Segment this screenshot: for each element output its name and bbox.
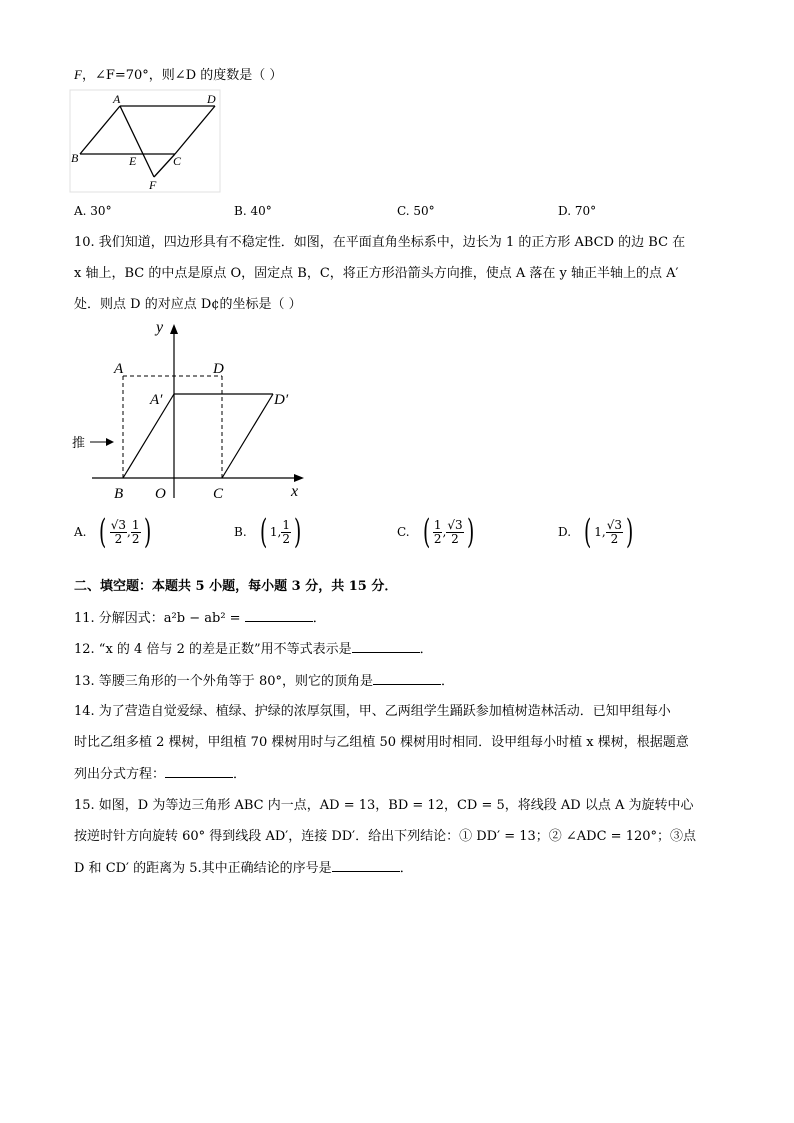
q9-tail (74, 66, 282, 85)
q10-option-c-y-den: 2 (451, 531, 459, 546)
q10-line-ba1 (123, 394, 174, 478)
q12-answer-blank[interactable] (352, 640, 420, 653)
q12-end: ． (419, 642, 433, 657)
q15-line-1: 15. 如图，D 为等边三角形 ABC 内一点，AD = 13，BD = 12，CD = 5，将线段 AD 以点 A 为旋转中心 (74, 798, 694, 813)
q10-option-a[interactable] (74, 512, 154, 552)
q10-option-a-y-num: 1 (131, 517, 140, 532)
q13-answer-blank[interactable] (373, 672, 441, 685)
q12-text: 12. “x 的 4 倍与 2 的差是正数”用不等式表示是 (74, 642, 352, 657)
q14-line-2: 时比乙组多植 2 棵树，甲组植 70 棵树用时与乙组植 50 棵树用时相同．设甲组每小时植 x 棵树，根据题意 (74, 735, 689, 750)
q10-option-c[interactable] (397, 512, 477, 552)
q10-label-d: D (213, 361, 224, 377)
q10-option-c-lparen: ( (422, 512, 430, 552)
q10-option-c-label: C. (397, 525, 410, 539)
q11 (74, 609, 326, 628)
q10-option-b-y-num: 1 (282, 517, 291, 532)
q9-tail-text: ，∠F=70°，则∠D 的度数是（ ） (81, 68, 283, 83)
q9-option-a[interactable]: A. 30° (74, 204, 112, 218)
q9-line-dc (175, 106, 215, 154)
q10-line-d1c (222, 394, 273, 478)
q10-push-arrow-head (106, 438, 114, 446)
q10-label-o: O (155, 486, 166, 502)
q10-label-x: x (291, 483, 299, 500)
q10-option-a-x-den: 2 (114, 531, 123, 546)
q10-line-1: 10. 我们知道，四边形具有不稳定性．如图，在平面直角坐标系中，边长为 1 的正方形 ABCD 的边 BC 在 (74, 235, 686, 250)
q10-line-2: x 轴上，BC 的中点是原点 O，固定点 B，C，将正方形沿箭头方向推，使点 A 落在 y 轴正半轴上的点 A′ (74, 266, 679, 281)
q10-label-c: C (213, 486, 224, 502)
q14-answer-blank[interactable] (165, 765, 233, 778)
q15-answer-blank[interactable] (332, 859, 400, 872)
q10-option-a-x (110, 519, 127, 546)
q9-line-cf (154, 154, 175, 177)
q10-label-d-prime: D′ (274, 392, 289, 408)
q10-option-b-y (281, 519, 291, 546)
q14-end: ． (233, 767, 247, 782)
q15-end: ． (399, 861, 413, 876)
section-2-heading: 二、填空题：本题共 5 小题，每小题 3 分，共 15 分． (74, 579, 398, 594)
q10-option-c-x-num: 1 (433, 517, 442, 532)
q9-figure-frame (70, 90, 220, 192)
q10-line-3: 处．则点 D 的对应点 D¢的坐标是（ ） (74, 297, 302, 312)
q9-figure (68, 88, 222, 194)
q10-option-b-lparen: ( (259, 512, 267, 552)
q10-option-a-lparen: ( (99, 512, 107, 552)
q10-option-c-comma: , (442, 525, 447, 539)
q10-option-d-rparen: ) (626, 512, 634, 552)
q10-option-b-x: 1 (269, 525, 278, 539)
q9-option-b[interactable]: B. 40° (234, 204, 272, 218)
q10-option-c-x-den: 2 (433, 531, 442, 546)
q15-line-2: 按逆时针方向旋转 60° 得到线段 AD′，连接 DD′．给出下列结论：① DD′ = 13；② ∠ADC = 120°；③点 (74, 829, 697, 844)
q11-answer-blank[interactable] (245, 609, 313, 622)
q10-option-d-y (606, 519, 623, 546)
q10-option-c-rparen: ) (466, 512, 474, 552)
q10-option-b[interactable] (234, 512, 304, 552)
q10-option-d[interactable] (558, 512, 636, 552)
q10-label-a-prime: A′ (150, 392, 163, 408)
q14-line-3 (74, 765, 246, 784)
q9-option-c[interactable]: C. 50° (397, 204, 435, 218)
q10-option-a-y-den: 2 (131, 531, 140, 546)
q9-line-af (120, 106, 154, 177)
q10-option-c-x (433, 519, 443, 546)
q10-label-push: 推 (72, 435, 86, 450)
q10-option-d-label: D. (558, 525, 572, 539)
q10-option-b-rparen: ) (294, 512, 302, 552)
q13-text: 13. 等腰三角形的一个外角等于 80°，则它的顶角是 (74, 674, 373, 689)
q10-option-a-y (131, 519, 141, 546)
q10-option-d-x: 1 (594, 525, 602, 539)
q10-option-c-y (446, 519, 463, 546)
q10-label-y: y (156, 319, 164, 336)
q15-line-3 (74, 859, 413, 878)
q10-option-d-lparen: ( (584, 512, 592, 552)
q10-option-d-y-num: √3 (606, 517, 623, 532)
q9-tail-prefix: F (74, 67, 82, 82)
q10-option-d-y-den: 2 (610, 531, 619, 546)
q14-line-1: 14. 为了营造自觉爱绿、植绿、护绿的浓厚氛围，甲、乙两组学生踊跃参加植树造林活动．已知甲组每小 (74, 704, 671, 719)
q13 (74, 672, 454, 691)
q9-label-c: C (173, 154, 182, 168)
q10-label-b: B (114, 486, 124, 502)
q10-option-a-label: A. (74, 525, 87, 539)
q10-option-d-comma: , (601, 525, 606, 539)
q10-option-b-comma: , (277, 525, 282, 539)
q9-label-b: B (71, 151, 79, 165)
q9-label-a: A (113, 92, 121, 106)
q10-option-b-label: B. (234, 525, 247, 539)
q10-option-a-comma: , (127, 525, 131, 539)
q9-label-d: D (207, 92, 216, 106)
q14-text: 列出分式方程： (74, 767, 166, 782)
q9-label-e: E (129, 154, 137, 168)
q10-figure (70, 318, 310, 502)
q10-option-c-y-num: √3 (447, 517, 463, 532)
q9-line-ab (80, 106, 120, 154)
q10-option-b-y-den: 2 (282, 531, 291, 546)
q10-y-arrow (170, 324, 178, 334)
q10-label-a: A (114, 361, 124, 377)
q12 (74, 640, 433, 659)
q15-text: D 和 CD′ 的距离为 5.其中正确结论的序号是 (74, 861, 332, 876)
q9-option-d[interactable]: D. 70° (558, 204, 597, 218)
q10-x-arrow (294, 474, 304, 482)
q9-label-f: F (149, 178, 157, 192)
q11-text: 11. 分解因式：a²b − ab² = (74, 611, 241, 626)
q11-end: ． (312, 611, 326, 626)
q10-option-a-x-num: √3 (110, 517, 127, 532)
q13-end: ． (440, 674, 454, 689)
q10-option-a-rparen: ) (143, 512, 151, 552)
